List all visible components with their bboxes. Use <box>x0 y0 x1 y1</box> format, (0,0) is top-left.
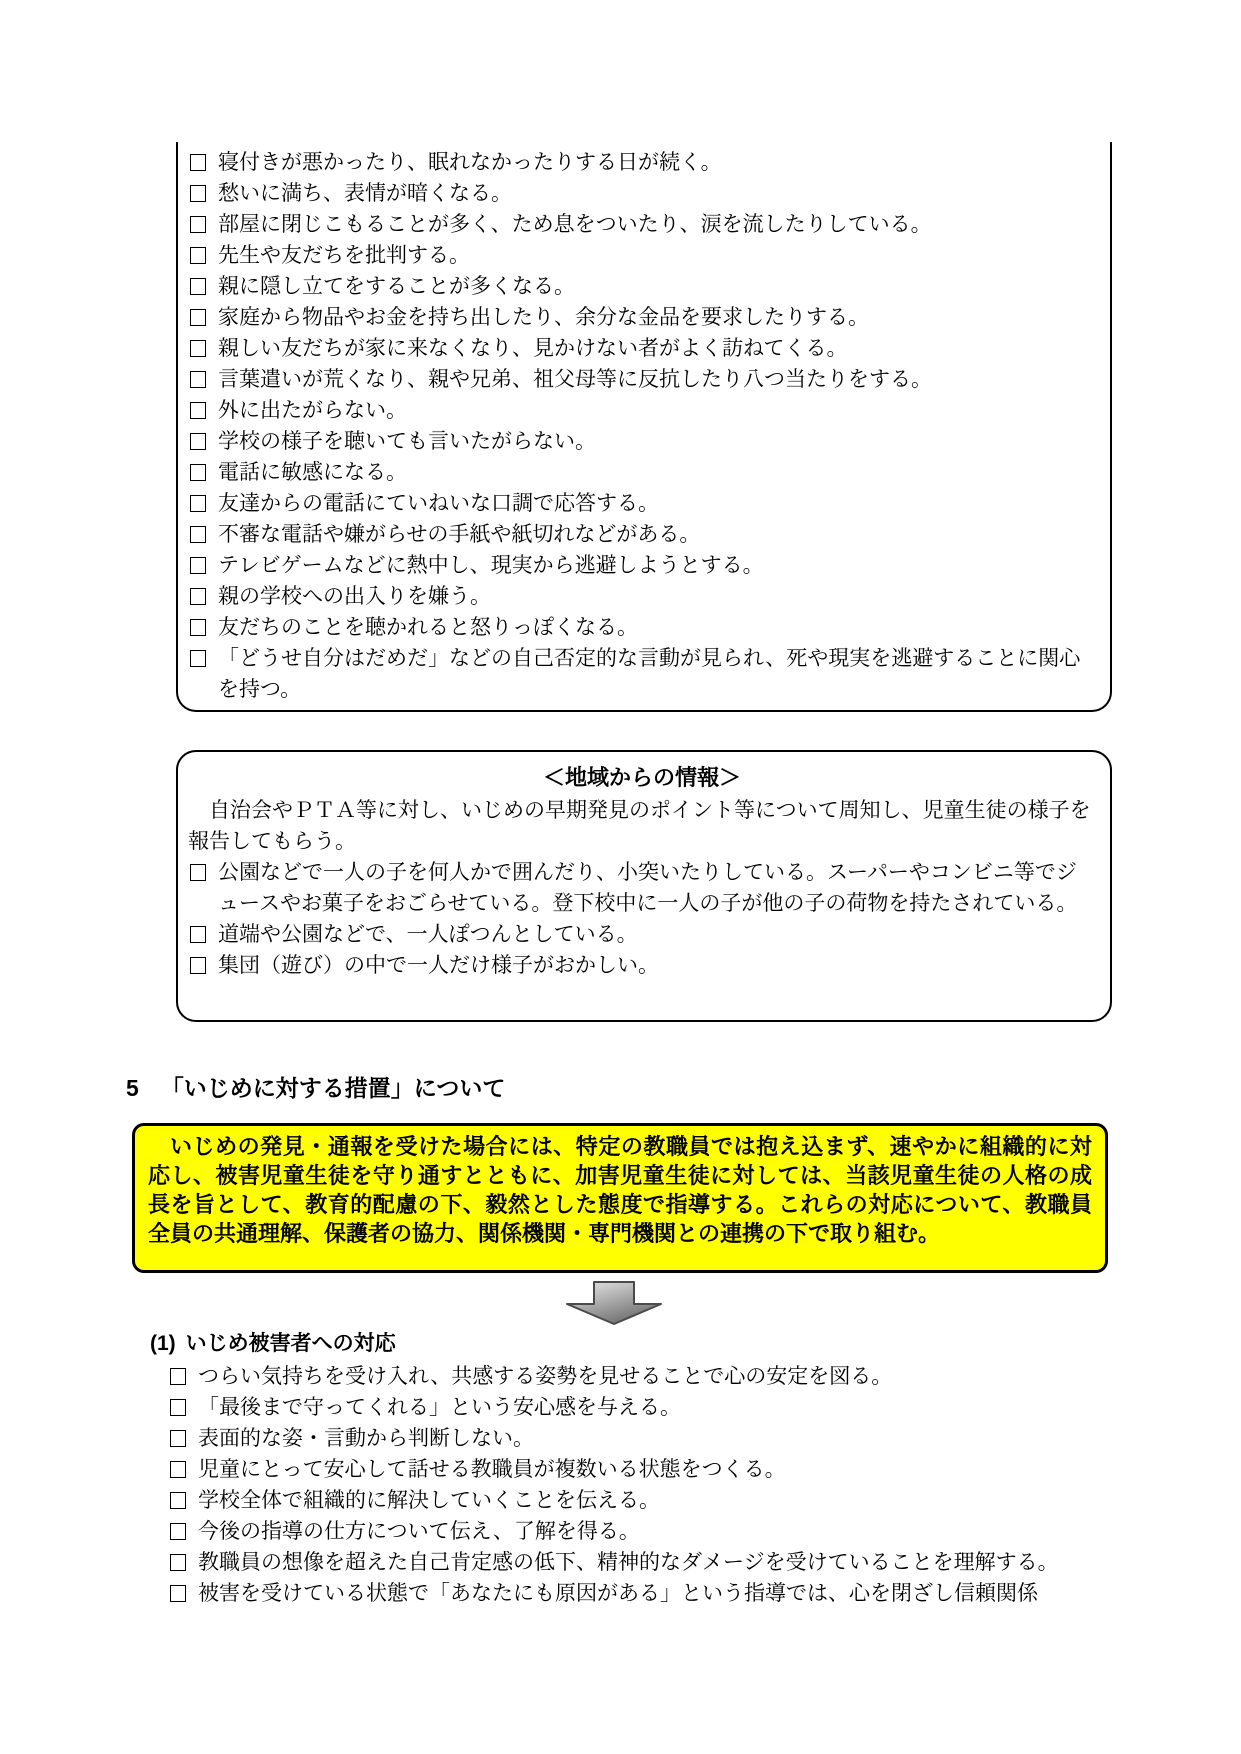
checklist-item <box>170 1578 1180 1609</box>
checklist-item-text: 集団（遊び）の中で一人だけ様子がおかしい。 <box>218 953 659 977</box>
checkbox-icon <box>170 1430 186 1447</box>
checkbox-icon <box>190 309 206 326</box>
policy-highlight-text: いじめの発見・通報を受けた場合には、特定の教職員では抱え込まず、速やかに組織的に対応し、被害児童生徒を守り通すとともに、加害児童生徒に対しては、当該児童生徒の人格の成長を旨として、教育的配慮の下、毅然とした態度で指導する。これらの対応について、教職員全員の共通理解、保護者の協力、関係機関・専門機関との連携の下で取り組む。 <box>148 1134 1092 1246</box>
subsection1-title: いじめ被害者への対応 <box>185 1332 396 1355</box>
checkbox-icon <box>190 247 206 264</box>
checklist-item <box>188 147 1096 178</box>
checklist-item-text: 愁いに満ち、表情が暗くなる。 <box>218 181 512 205</box>
checkbox-icon <box>170 1399 186 1416</box>
checklist-item <box>188 240 1096 271</box>
checkbox-icon <box>190 185 206 202</box>
checkbox-icon <box>170 1492 186 1509</box>
checklist-item-text: 今後の指導の仕方について伝え、了解を得る。 <box>198 1519 640 1543</box>
community-info-box <box>176 750 1112 1022</box>
checklist-item-text: 親しい友だちが家に来なくなり、見かけない者がよく訪ねてくる。 <box>218 336 848 360</box>
section5-number: 5 <box>126 1075 139 1101</box>
checklist-item <box>170 1454 1180 1485</box>
community-box-title: ＜地域からの情報＞ <box>542 765 741 790</box>
section5-title: 「いじめに対する措置」について <box>160 1075 506 1101</box>
checklist-item <box>188 950 1096 981</box>
checklist-item-text: 被害を受けている状態で「あなたにも原因がある」という指導では、心を閉ざし信頼関係 <box>198 1581 1038 1605</box>
community-box-intro: 自治会やＰＴＡ等に対し、いじめの早期発見のポイント等について周知し、児童生徒の様子を報告してもらう。 <box>188 798 1091 853</box>
checklist-item <box>188 919 1096 950</box>
checkbox-icon <box>170 1368 186 1385</box>
checklist-item <box>188 302 1096 333</box>
checklist-item-text: 公園などで一人の子を何人かで囲んだり、小突いたりしている。スーパーやコンビニ等でジュースやお菓子をおごらせている。登下校中に一人の子が他の子の荷物を持たされている。 <box>218 860 1078 915</box>
checklist-item-text: 親の学校への出入りを嫌う。 <box>218 584 491 608</box>
checklist-item-text: 言葉遣いが荒くなり、親や兄弟、祖父母等に反抗したり八つ当たりをする。 <box>218 367 932 391</box>
checklist-item-text: 学校の様子を聴いても言いたがらない。 <box>218 429 596 453</box>
checklist-item <box>188 519 1096 550</box>
subsection1-number: (1) <box>150 1332 176 1355</box>
checkbox-icon <box>190 464 206 481</box>
checklist-item-text: 家庭から物品やお金を持ち出したり、余分な金品を要求したりする。 <box>218 305 869 329</box>
checklist-item-text: 友だちのことを聴かれると怒りっぽくなる。 <box>218 615 638 639</box>
checklist-item-text: 電話に敏感になる。 <box>218 460 407 484</box>
checkbox-icon <box>190 557 206 574</box>
victim-response-checklist <box>170 1361 1180 1609</box>
checklist-item <box>188 857 1096 919</box>
checklist-item-text: 道端や公園などで、一人ぽつんとしている。 <box>218 922 638 946</box>
checklist-item-text: 学校全体で組織的に解決していくことを伝える。 <box>198 1488 660 1512</box>
checklist-item <box>188 333 1096 364</box>
checklist-item <box>170 1547 1180 1578</box>
checkbox-icon <box>190 216 206 233</box>
checklist-item <box>188 178 1096 209</box>
checklist-item-text: 表面的な姿・言動から判断しない。 <box>198 1426 534 1450</box>
checkbox-icon <box>190 619 206 636</box>
section5-heading <box>126 1074 505 1102</box>
checkbox-icon <box>190 278 206 295</box>
checklist-item <box>188 488 1096 519</box>
checkbox-icon <box>190 495 206 512</box>
checkbox-icon <box>190 588 206 605</box>
checkbox-icon <box>190 433 206 450</box>
checklist-item <box>188 643 1096 705</box>
checkbox-icon <box>190 957 206 974</box>
checkbox-icon <box>170 1523 186 1540</box>
checklist-item <box>188 457 1096 488</box>
checklist-item-text: 外に出たがらない。 <box>218 398 407 422</box>
checkbox-icon <box>190 340 206 357</box>
checklist-item <box>188 209 1096 240</box>
checklist-item <box>188 550 1096 581</box>
checklist-item-text: 「最後まで守ってくれる」という安心感を与える。 <box>198 1395 681 1419</box>
checkbox-icon <box>170 1554 186 1571</box>
subsection1-heading <box>150 1331 396 1357</box>
checkbox-icon <box>170 1461 186 1478</box>
checklist-item <box>188 426 1096 457</box>
checklist-item-text: 「どうせ自分はだめだ」などの自己否定的な言動が見られ、死や現実を逃避することに関心を持つ。 <box>218 646 1081 701</box>
checklist-item-text: つらい気持ちを受け入れ、共感する姿勢を見せることで心の安定を図る。 <box>198 1364 893 1388</box>
checklist-item-text: 部屋に閉じこもることが多く、ため息をついたり、涙を流したりしている。 <box>218 212 932 236</box>
checklist-item <box>188 581 1096 612</box>
checklist-item <box>170 1361 1180 1392</box>
checklist-item <box>170 1392 1180 1423</box>
checkbox-icon <box>190 402 206 419</box>
checkbox-icon <box>170 1585 186 1602</box>
checkbox-icon <box>190 864 206 881</box>
checklist-item <box>188 612 1096 643</box>
checklist-item <box>188 364 1096 395</box>
checklist-item-text: 教職員の想像を超えた自己肯定感の低下、精神的なダメージを受けていることを理解する。 <box>198 1550 1059 1574</box>
checklist-item-text: 寝付きが悪かったり、眠れなかったりする日が続く。 <box>218 150 722 174</box>
checklist-item <box>170 1423 1180 1454</box>
checklist-item <box>188 271 1096 302</box>
checkbox-icon <box>190 650 206 667</box>
down-arrow-icon <box>566 1281 662 1325</box>
checkbox-icon <box>190 526 206 543</box>
checklist-item-text: 先生や友だちを批判する。 <box>218 243 470 267</box>
checklist-item-text: 友達からの電話にていねいな口調で応答する。 <box>218 491 659 515</box>
checklist-item-text: 児童にとって安心して話せる教職員が複数いる状態をつくる。 <box>198 1457 786 1481</box>
checklist-item <box>188 395 1096 426</box>
checkbox-icon <box>190 371 206 388</box>
checklist-item-text: テレビゲームなどに熱中し、現実から逃避しようとする。 <box>218 553 764 577</box>
checklist-item-text: 不審な電話や嫌がらせの手紙や紙切れなどがある。 <box>218 522 701 546</box>
checkbox-icon <box>190 154 206 171</box>
checklist-item <box>170 1516 1180 1547</box>
checklist-item <box>170 1485 1180 1516</box>
policy-highlight-box <box>132 1123 1108 1273</box>
checkbox-icon <box>190 926 206 943</box>
checklist-item-text: 親に隠し立てをすることが多くなる。 <box>218 274 575 298</box>
signs-checklist-box <box>176 142 1112 712</box>
